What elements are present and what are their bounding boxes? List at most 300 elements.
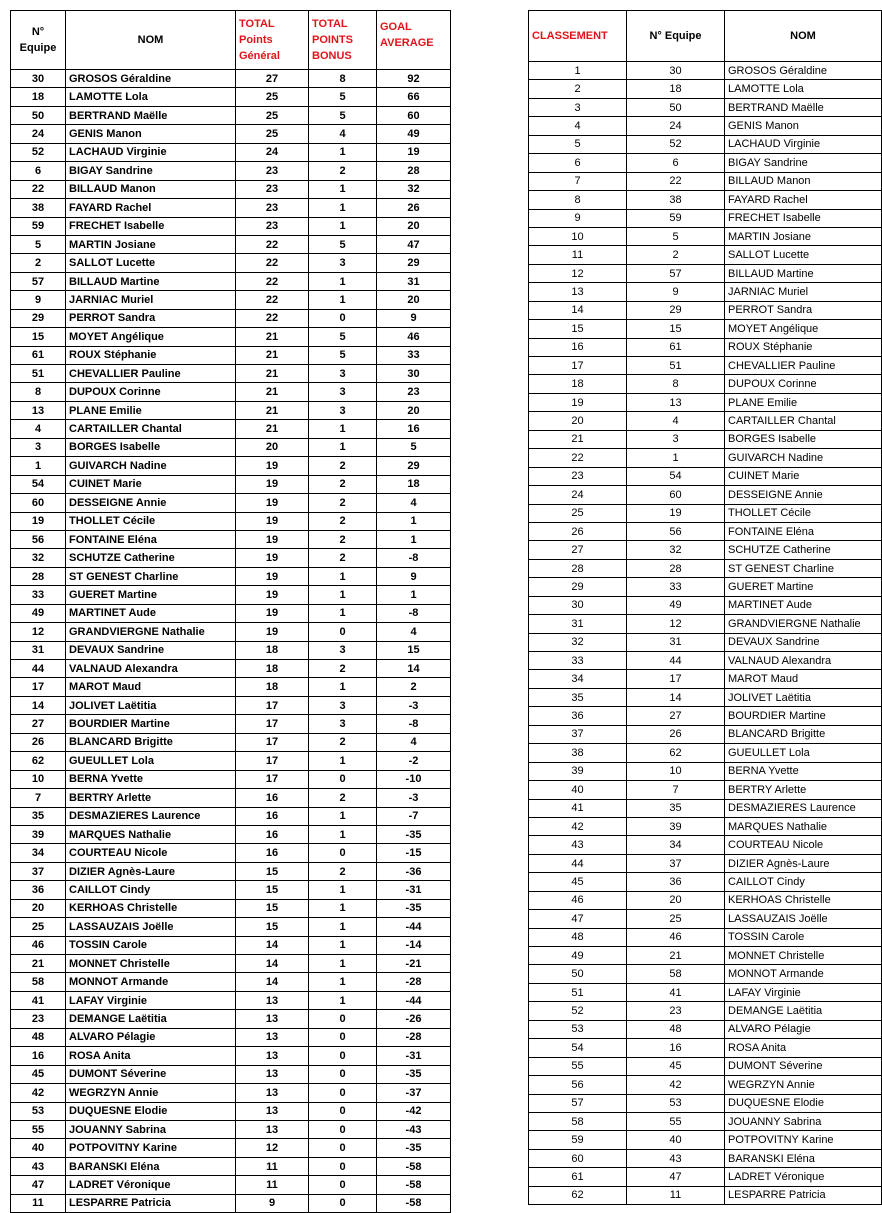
- cell-goal-average: -8: [377, 549, 451, 567]
- cell-nom: BILLAUD Martine: [66, 272, 236, 290]
- cell-goal-average: -44: [377, 918, 451, 936]
- cell-equipe: 21: [627, 947, 725, 965]
- cell-equipe: 31: [627, 633, 725, 651]
- table-row: [529, 467, 882, 485]
- cell-nom: MONNET Christelle: [66, 955, 236, 973]
- cell-total-bonus: 0: [309, 623, 377, 641]
- cell-goal-average: 1: [377, 512, 451, 530]
- cell-goal-average: -3: [377, 696, 451, 714]
- cell-equipe: 61: [627, 338, 725, 356]
- cell-total-points: 22: [236, 235, 309, 253]
- cell-total-points: 25: [236, 88, 309, 106]
- cell-classement: 59: [529, 1131, 627, 1149]
- cell-total-points: 19: [236, 512, 309, 530]
- cell-total-points: 22: [236, 309, 309, 327]
- cell-goal-average: -2: [377, 752, 451, 770]
- cell-total-points: 17: [236, 715, 309, 733]
- cell-total-bonus: 1: [309, 899, 377, 917]
- cell-nom: POTPOVITNY Karine: [66, 1139, 236, 1157]
- cell-equipe: 50: [11, 106, 66, 124]
- cell-classement: 16: [529, 338, 627, 356]
- cell-classement: 2: [529, 80, 627, 98]
- cell-classement: 49: [529, 947, 627, 965]
- cell-nom: LACHAUD Virginie: [725, 135, 882, 153]
- cell-total-bonus: 1: [309, 955, 377, 973]
- cell-equipe: 15: [627, 320, 725, 338]
- cell-nom: BORGES Isabelle: [725, 430, 882, 448]
- cell-nom: ST GENEST Charline: [725, 559, 882, 577]
- table-row: [11, 567, 451, 585]
- ranking-body: [529, 62, 882, 1205]
- cell-total-bonus: 8: [309, 70, 377, 88]
- cell-total-bonus: 2: [309, 512, 377, 530]
- cell-equipe: 45: [11, 1065, 66, 1083]
- cell-goal-average: -58: [377, 1157, 451, 1175]
- cell-goal-average: -37: [377, 1084, 451, 1102]
- cell-nom: PERROT Sandra: [66, 309, 236, 327]
- cell-nom: MAROT Maud: [725, 670, 882, 688]
- cell-nom: TOSSIN Carole: [725, 928, 882, 946]
- cell-classement: 5: [529, 135, 627, 153]
- table-row: [529, 1131, 882, 1149]
- table-row: [11, 438, 451, 456]
- cell-nom: GROSOS Géraldine: [725, 62, 882, 80]
- header-nom-right: NOM: [725, 11, 882, 62]
- cell-total-points: 21: [236, 401, 309, 419]
- cell-goal-average: 4: [377, 733, 451, 751]
- table-row: [11, 272, 451, 290]
- cell-total-bonus: 1: [309, 143, 377, 161]
- cell-equipe: 7: [11, 789, 66, 807]
- cell-nom: LACHAUD Virginie: [66, 143, 236, 161]
- cell-equipe: 58: [11, 973, 66, 991]
- cell-total-bonus: 1: [309, 881, 377, 899]
- table-row: [529, 80, 882, 98]
- cell-nom: JOLIVET Laëtitia: [725, 688, 882, 706]
- cell-total-points: 13: [236, 1028, 309, 1046]
- cell-goal-average: 5: [377, 438, 451, 456]
- cell-total-points: 15: [236, 899, 309, 917]
- cell-goal-average: -26: [377, 1010, 451, 1028]
- cell-nom: SALLOT Lucette: [725, 246, 882, 264]
- table-row: [529, 301, 882, 319]
- table-row: [11, 70, 451, 88]
- cell-equipe: 44: [11, 660, 66, 678]
- cell-goal-average: 9: [377, 309, 451, 327]
- table-row: [529, 264, 882, 282]
- cell-classement: 6: [529, 154, 627, 172]
- cell-total-bonus: 1: [309, 752, 377, 770]
- cell-goal-average: 66: [377, 88, 451, 106]
- cell-total-points: 27: [236, 70, 309, 88]
- table-row: [11, 346, 451, 364]
- cell-equipe: 1: [627, 449, 725, 467]
- table-row: [11, 457, 451, 475]
- cell-equipe: 58: [627, 965, 725, 983]
- cell-equipe: 17: [627, 670, 725, 688]
- table-row: [529, 965, 882, 983]
- cell-equipe: 57: [627, 264, 725, 282]
- cell-nom: LAFAY Virginie: [66, 991, 236, 1009]
- cell-nom: CARTAILLER Chantal: [66, 420, 236, 438]
- cell-goal-average: 92: [377, 70, 451, 88]
- cell-equipe: 60: [11, 494, 66, 512]
- table-row: [529, 652, 882, 670]
- cell-equipe: 61: [11, 346, 66, 364]
- table-row: [11, 862, 451, 880]
- cell-nom: JOUANNY Sabrina: [66, 1120, 236, 1138]
- header-equipe: N° Equipe: [11, 11, 66, 70]
- table-row: [11, 217, 451, 235]
- table-row: [529, 1002, 882, 1020]
- cell-total-bonus: 1: [309, 199, 377, 217]
- cell-equipe: 31: [11, 641, 66, 659]
- cell-nom: LAMOTTE Lola: [725, 80, 882, 98]
- cell-equipe: 39: [627, 817, 725, 835]
- cell-total-bonus: 3: [309, 696, 377, 714]
- cell-nom: LADRET Véronique: [66, 1176, 236, 1194]
- cell-total-points: 15: [236, 862, 309, 880]
- cell-nom: DIZIER Agnès-Laure: [725, 854, 882, 872]
- cell-classement: 15: [529, 320, 627, 338]
- cell-nom: BILLAUD Manon: [725, 172, 882, 190]
- cell-classement: 20: [529, 412, 627, 430]
- table-row: [11, 1010, 451, 1028]
- cell-equipe: 19: [627, 504, 725, 522]
- cell-goal-average: -28: [377, 1028, 451, 1046]
- cell-classement: 32: [529, 633, 627, 651]
- table-row: [11, 309, 451, 327]
- cell-equipe: 26: [11, 733, 66, 751]
- cell-total-points: 21: [236, 383, 309, 401]
- cell-nom: BERNA Yvette: [66, 770, 236, 788]
- cell-equipe: 35: [627, 799, 725, 817]
- cell-total-bonus: 5: [309, 88, 377, 106]
- table-row: [11, 586, 451, 604]
- cell-equipe: 53: [627, 1094, 725, 1112]
- cell-nom: DEVAUX Sandrine: [725, 633, 882, 651]
- cell-equipe: 20: [11, 899, 66, 917]
- cell-nom: THOLLET Cécile: [66, 512, 236, 530]
- cell-classement: 9: [529, 209, 627, 227]
- table-row: [529, 98, 882, 116]
- table-row: [529, 799, 882, 817]
- cell-nom: COURTEAU Nicole: [66, 844, 236, 862]
- cell-classement: 3: [529, 98, 627, 116]
- cell-total-points: 13: [236, 1065, 309, 1083]
- table-row: [11, 365, 451, 383]
- cell-goal-average: 33: [377, 346, 451, 364]
- table-row: [529, 375, 882, 393]
- cell-classement: 39: [529, 762, 627, 780]
- table-row: [11, 918, 451, 936]
- cell-nom: COURTEAU Nicole: [725, 836, 882, 854]
- cell-nom: DESMAZIERES Laurence: [725, 799, 882, 817]
- cell-equipe: 36: [11, 881, 66, 899]
- cell-nom: ST GENEST Charline: [66, 567, 236, 585]
- cell-goal-average: -31: [377, 881, 451, 899]
- table-row: [529, 1020, 882, 1038]
- cell-nom: CAILLOT Cindy: [725, 873, 882, 891]
- cell-nom: MOYET Angélique: [66, 328, 236, 346]
- cell-equipe: 59: [11, 217, 66, 235]
- cell-goal-average: 47: [377, 235, 451, 253]
- cell-equipe: 3: [627, 430, 725, 448]
- cell-nom: CARTAILLER Chantal: [725, 412, 882, 430]
- cell-equipe: 23: [11, 1010, 66, 1028]
- cell-nom: BERTRY Arlette: [66, 789, 236, 807]
- table-row: [529, 1076, 882, 1094]
- cell-nom: LASSAUZAIS Joëlle: [66, 918, 236, 936]
- cell-classement: 52: [529, 1002, 627, 1020]
- table-row: [529, 781, 882, 799]
- cell-equipe: 43: [627, 1149, 725, 1167]
- cell-total-points: 13: [236, 991, 309, 1009]
- cell-total-points: 19: [236, 567, 309, 585]
- cell-total-points: 23: [236, 199, 309, 217]
- table-row: [11, 88, 451, 106]
- cell-classement: 29: [529, 578, 627, 596]
- cell-total-points: 13: [236, 1047, 309, 1065]
- cell-classement: 31: [529, 615, 627, 633]
- cell-nom: DUPOUX Corinne: [725, 375, 882, 393]
- cell-total-bonus: 1: [309, 678, 377, 696]
- table-row: [11, 291, 451, 309]
- cell-nom: KERHOAS Christelle: [725, 891, 882, 909]
- cell-classement: 18: [529, 375, 627, 393]
- cell-nom: DUMONT Séverine: [725, 1057, 882, 1075]
- cell-goal-average: 29: [377, 254, 451, 272]
- table-row: [11, 1157, 451, 1175]
- cell-classement: 58: [529, 1112, 627, 1130]
- cell-total-points: 16: [236, 807, 309, 825]
- cell-nom: CHEVALLIER Pauline: [725, 357, 882, 375]
- cell-nom: ROUX Stéphanie: [66, 346, 236, 364]
- cell-total-points: 21: [236, 346, 309, 364]
- cell-classement: 42: [529, 817, 627, 835]
- cell-nom: BERTRAND Maëlle: [66, 106, 236, 124]
- cell-classement: 19: [529, 393, 627, 411]
- cell-goal-average: 28: [377, 162, 451, 180]
- cell-equipe: 38: [627, 191, 725, 209]
- cell-equipe: 55: [627, 1112, 725, 1130]
- cell-nom: GUIVARCH Nadine: [725, 449, 882, 467]
- cell-goal-average: -8: [377, 715, 451, 733]
- table-row: [529, 910, 882, 928]
- cell-nom: FAYARD Rachel: [66, 199, 236, 217]
- cell-nom: CUINET Marie: [66, 475, 236, 493]
- cell-total-points: 13: [236, 1102, 309, 1120]
- cell-equipe: 5: [11, 235, 66, 253]
- table-row: [529, 504, 882, 522]
- table-row: [11, 383, 451, 401]
- cell-nom: MONNOT Armande: [66, 973, 236, 991]
- table-row: [529, 227, 882, 245]
- table-row: [11, 899, 451, 917]
- cell-goal-average: -35: [377, 899, 451, 917]
- cell-classement: 1: [529, 62, 627, 80]
- cell-nom: LESPARRE Patricia: [725, 1186, 882, 1204]
- cell-total-points: 25: [236, 106, 309, 124]
- cell-equipe: 34: [11, 844, 66, 862]
- table-row: [11, 1176, 451, 1194]
- cell-goal-average: 29: [377, 457, 451, 475]
- cell-nom: GUIVARCH Nadine: [66, 457, 236, 475]
- cell-nom: JOLIVET Laëtitia: [66, 696, 236, 714]
- cell-nom: MARQUES Nathalie: [66, 825, 236, 843]
- cell-nom: LAMOTTE Lola: [66, 88, 236, 106]
- cell-classement: 34: [529, 670, 627, 688]
- cell-equipe: 62: [11, 752, 66, 770]
- table-row: [11, 235, 451, 253]
- table-row: [529, 817, 882, 835]
- cell-goal-average: 60: [377, 106, 451, 124]
- cell-total-bonus: 1: [309, 291, 377, 309]
- cell-equipe: 49: [627, 596, 725, 614]
- cell-total-bonus: 4: [309, 125, 377, 143]
- table-row: [11, 1139, 451, 1157]
- cell-total-points: 17: [236, 752, 309, 770]
- cell-equipe: 11: [11, 1194, 66, 1212]
- cell-classement: 28: [529, 559, 627, 577]
- cell-goal-average: 1: [377, 530, 451, 548]
- cell-equipe: 22: [11, 180, 66, 198]
- cell-total-points: 13: [236, 1120, 309, 1138]
- cell-total-points: 14: [236, 973, 309, 991]
- cell-goal-average: -15: [377, 844, 451, 862]
- table-row: [11, 733, 451, 751]
- ranking-table: [528, 10, 882, 1205]
- cell-total-bonus: 1: [309, 180, 377, 198]
- cell-goal-average: 4: [377, 494, 451, 512]
- cell-total-bonus: 2: [309, 733, 377, 751]
- cell-total-bonus: 3: [309, 254, 377, 272]
- cell-nom: BERNA Yvette: [725, 762, 882, 780]
- cell-goal-average: -7: [377, 807, 451, 825]
- table-row: [11, 1047, 451, 1065]
- cell-goal-average: 19: [377, 143, 451, 161]
- table-row: [11, 162, 451, 180]
- cell-equipe: 9: [11, 291, 66, 309]
- cell-classement: 38: [529, 744, 627, 762]
- cell-nom: MARTIN Josiane: [66, 235, 236, 253]
- cell-equipe: 37: [627, 854, 725, 872]
- cell-nom: DUMONT Séverine: [66, 1065, 236, 1083]
- cell-nom: FRECHET Isabelle: [66, 217, 236, 235]
- cell-goal-average: 49: [377, 125, 451, 143]
- cell-equipe: 24: [11, 125, 66, 143]
- cell-equipe: 20: [627, 891, 725, 909]
- cell-nom: DESMAZIERES Laurence: [66, 807, 236, 825]
- table-row: [529, 891, 882, 909]
- cell-goal-average: 4: [377, 623, 451, 641]
- results-table: [10, 10, 451, 1213]
- cell-nom: PLANE Emilie: [725, 393, 882, 411]
- cell-equipe: 56: [11, 530, 66, 548]
- cell-goal-average: -21: [377, 955, 451, 973]
- cell-goal-average: -44: [377, 991, 451, 1009]
- cell-goal-average: 1: [377, 586, 451, 604]
- cell-nom: DUPOUX Corinne: [66, 383, 236, 401]
- cell-equipe: 18: [11, 88, 66, 106]
- cell-total-bonus: 5: [309, 346, 377, 364]
- cell-nom: BIGAY Sandrine: [66, 162, 236, 180]
- cell-equipe: 62: [627, 744, 725, 762]
- cell-equipe: 29: [11, 309, 66, 327]
- table-row: [11, 936, 451, 954]
- table-row: [529, 1112, 882, 1130]
- table-row: [529, 357, 882, 375]
- table-row: [529, 1094, 882, 1112]
- header-total-bonus: TOTAL POINTS BONUS: [309, 11, 377, 70]
- table-row: [529, 836, 882, 854]
- cell-total-points: 24: [236, 143, 309, 161]
- cell-total-points: 18: [236, 641, 309, 659]
- cell-total-bonus: 0: [309, 1028, 377, 1046]
- cell-total-points: 16: [236, 789, 309, 807]
- cell-classement: 23: [529, 467, 627, 485]
- cell-nom: LADRET Véronique: [725, 1168, 882, 1186]
- table-row: [11, 807, 451, 825]
- table-row: [529, 135, 882, 153]
- cell-nom: DEMANGE Laëtitia: [66, 1010, 236, 1028]
- cell-goal-average: 31: [377, 272, 451, 290]
- cell-total-bonus: 0: [309, 1102, 377, 1120]
- table-row: [11, 752, 451, 770]
- cell-equipe: 51: [11, 365, 66, 383]
- cell-total-points: 13: [236, 1084, 309, 1102]
- cell-total-points: 19: [236, 604, 309, 622]
- table-row: [11, 641, 451, 659]
- cell-nom: MOYET Angélique: [725, 320, 882, 338]
- table-row: [529, 486, 882, 504]
- table-row: [11, 254, 451, 272]
- table-row: [11, 420, 451, 438]
- cell-nom: GENIS Manon: [66, 125, 236, 143]
- cell-classement: 4: [529, 117, 627, 135]
- table-row: [11, 549, 451, 567]
- cell-nom: BARANSKI Eléna: [725, 1149, 882, 1167]
- cell-total-bonus: 3: [309, 383, 377, 401]
- cell-equipe: 10: [627, 762, 725, 780]
- cell-total-bonus: 1: [309, 807, 377, 825]
- table-row: [529, 615, 882, 633]
- cell-equipe: 29: [627, 301, 725, 319]
- table-row: [529, 449, 882, 467]
- cell-goal-average: 16: [377, 420, 451, 438]
- cell-nom: FRECHET Isabelle: [725, 209, 882, 227]
- cell-classement: 44: [529, 854, 627, 872]
- cell-equipe: 23: [627, 1002, 725, 1020]
- cell-total-points: 14: [236, 955, 309, 973]
- cell-equipe: 6: [11, 162, 66, 180]
- cell-nom: CUINET Marie: [725, 467, 882, 485]
- table-row: [529, 928, 882, 946]
- cell-equipe: 21: [11, 955, 66, 973]
- cell-equipe: 32: [11, 549, 66, 567]
- cell-goal-average: 26: [377, 199, 451, 217]
- cell-equipe: 12: [11, 623, 66, 641]
- table-row: [11, 844, 451, 862]
- cell-equipe: 14: [11, 696, 66, 714]
- cell-goal-average: 20: [377, 401, 451, 419]
- table-row: [11, 789, 451, 807]
- cell-nom: ALVARO Pélagie: [725, 1020, 882, 1038]
- cell-nom: BERTRY Arlette: [725, 781, 882, 799]
- cell-equipe: 7: [627, 781, 725, 799]
- cell-total-points: 17: [236, 770, 309, 788]
- cell-nom: KERHOAS Christelle: [66, 899, 236, 917]
